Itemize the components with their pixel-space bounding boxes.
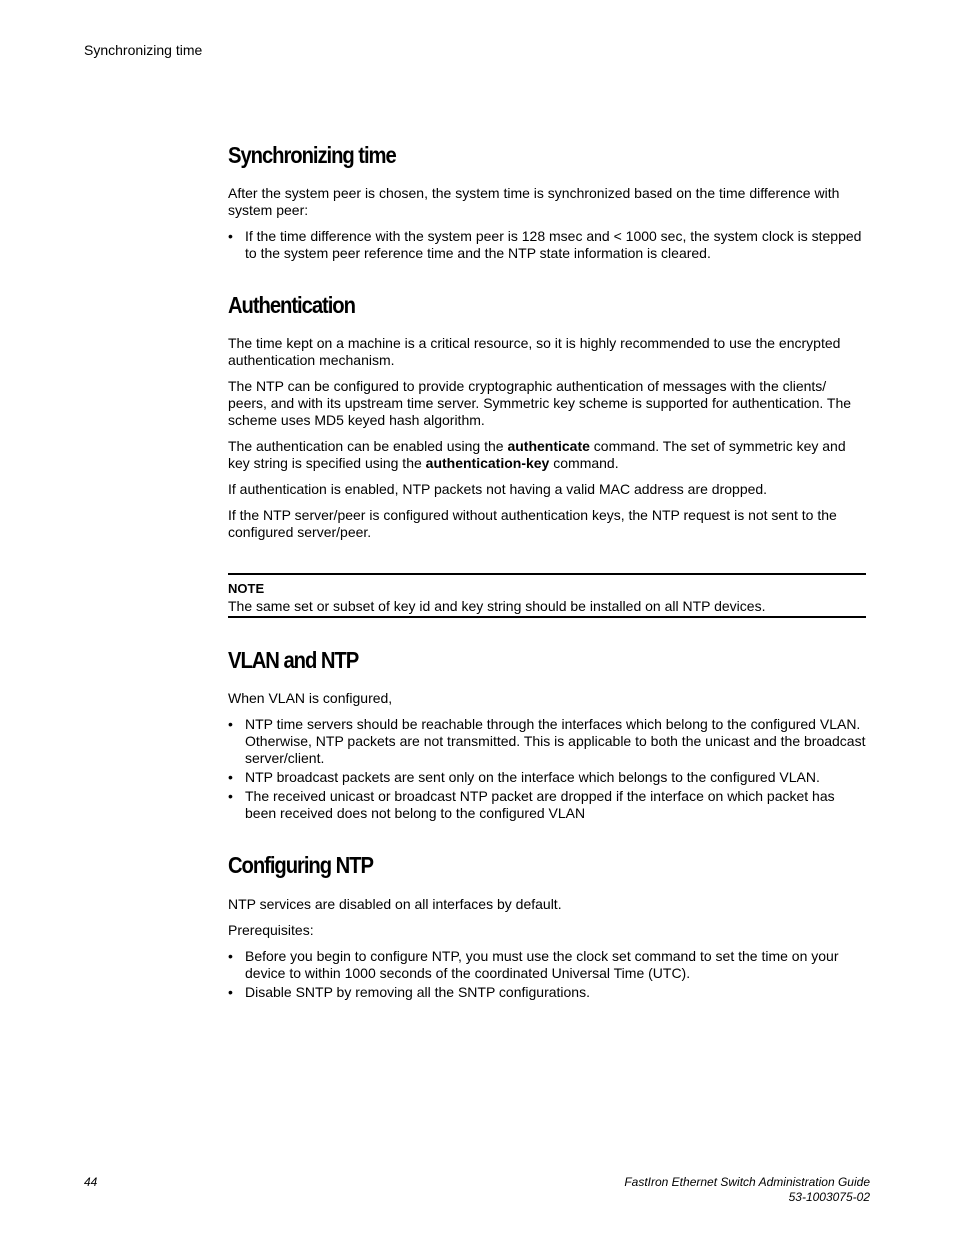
list-item (228, 769, 866, 786)
section-heading-authentication: Authentication (228, 292, 355, 318)
bullet-icon: • (228, 984, 233, 1000)
paragraph: The NTP can be configured to provide cryptographic authentication of messages with the clients/ peers, and with its upstream time server. Symmetric key scheme is supported for authentication. The scheme uses MD5 keyed hash algorithm. (228, 378, 852, 428)
list-item-text: NTP broadcast packets are sent only on the interface which belongs to the configured VLAN. (245, 769, 820, 785)
bullet-icon: • (228, 716, 233, 732)
paragraph-commands (228, 438, 866, 472)
list-item (228, 228, 866, 262)
list-item (228, 716, 866, 767)
page-number: 44 (84, 1175, 98, 1189)
paragraph: If the NTP server/peer is configured without authentication keys, the NTP request is not sent to the configured server/peer. (228, 507, 837, 540)
footer-doc-info (624, 1175, 870, 1205)
running-header: Synchronizing time (84, 42, 203, 58)
list-item (228, 984, 866, 1001)
list-item-text: Disable SNTP by removing all the SNTP configurations. (245, 984, 590, 1000)
guide-title: FastIron Ethernet Switch Administration Guide (624, 1175, 870, 1189)
bullet-icon: • (228, 788, 233, 804)
paragraph: When VLAN is configured, (228, 690, 393, 706)
list-item-text: The received unicast or broadcast NTP packet are dropped if the interface on which packet has been received does not belong to the configured VLAN (245, 788, 835, 821)
list-item (228, 948, 866, 982)
text-run: command. (549, 455, 619, 471)
note-label: NOTE (228, 581, 265, 596)
section-heading-vlan-and-ntp: VLAN and NTP (228, 647, 359, 673)
command-authentication-key: authentication-key (425, 455, 550, 471)
note-box (228, 573, 866, 618)
list-item-text: If the time difference with the system peer is 128 msec and < 1000 sec, the system clock is stepped to the system peer reference time and the NTP state information is cleared. (245, 228, 862, 261)
bullet-icon: • (228, 228, 233, 244)
note-text: The same set or subset of key id and key string should be installed on all NTP devices. (228, 598, 766, 614)
bullet-icon: • (228, 769, 233, 785)
paragraph: NTP services are disabled on all interfaces by default. (228, 896, 562, 912)
command-authenticate: authenticate (507, 438, 590, 454)
paragraph: Prerequisites: (228, 922, 314, 938)
list-item (228, 788, 866, 822)
section-heading-synchronizing-time: Synchronizing time (228, 142, 396, 168)
list-item-text: NTP time servers should be reachable through the interfaces which belong to the configured VLAN. Otherwise, NTP packets are not transmitted. This is applicable to both the unicast and the broadcast server/client. (245, 716, 866, 766)
section-heading-configuring-ntp: Configuring NTP (228, 852, 373, 878)
paragraph: If authentication is enabled, NTP packets not having a valid MAC address are dropped. (228, 481, 768, 497)
text-run: command. The set of symmetric key and key string is specified using the (228, 438, 846, 471)
paragraph: The time kept on a machine is a critical resource, so it is highly recommended to use the encrypted authentication mechanism. (228, 335, 841, 368)
bullet-icon: • (228, 948, 233, 964)
doc-number: 53-1003075-02 (788, 1190, 870, 1204)
text-run: The authentication can be enabled using the (228, 438, 508, 454)
list-item-text: Before you begin to configure NTP, you must use the clock set command to set the time on your device to within 1000 seconds of the coordinated Universal Time (UTC). (245, 948, 839, 981)
paragraph: After the system peer is chosen, the system time is synchronized based on the time difference with system peer: (228, 185, 840, 218)
